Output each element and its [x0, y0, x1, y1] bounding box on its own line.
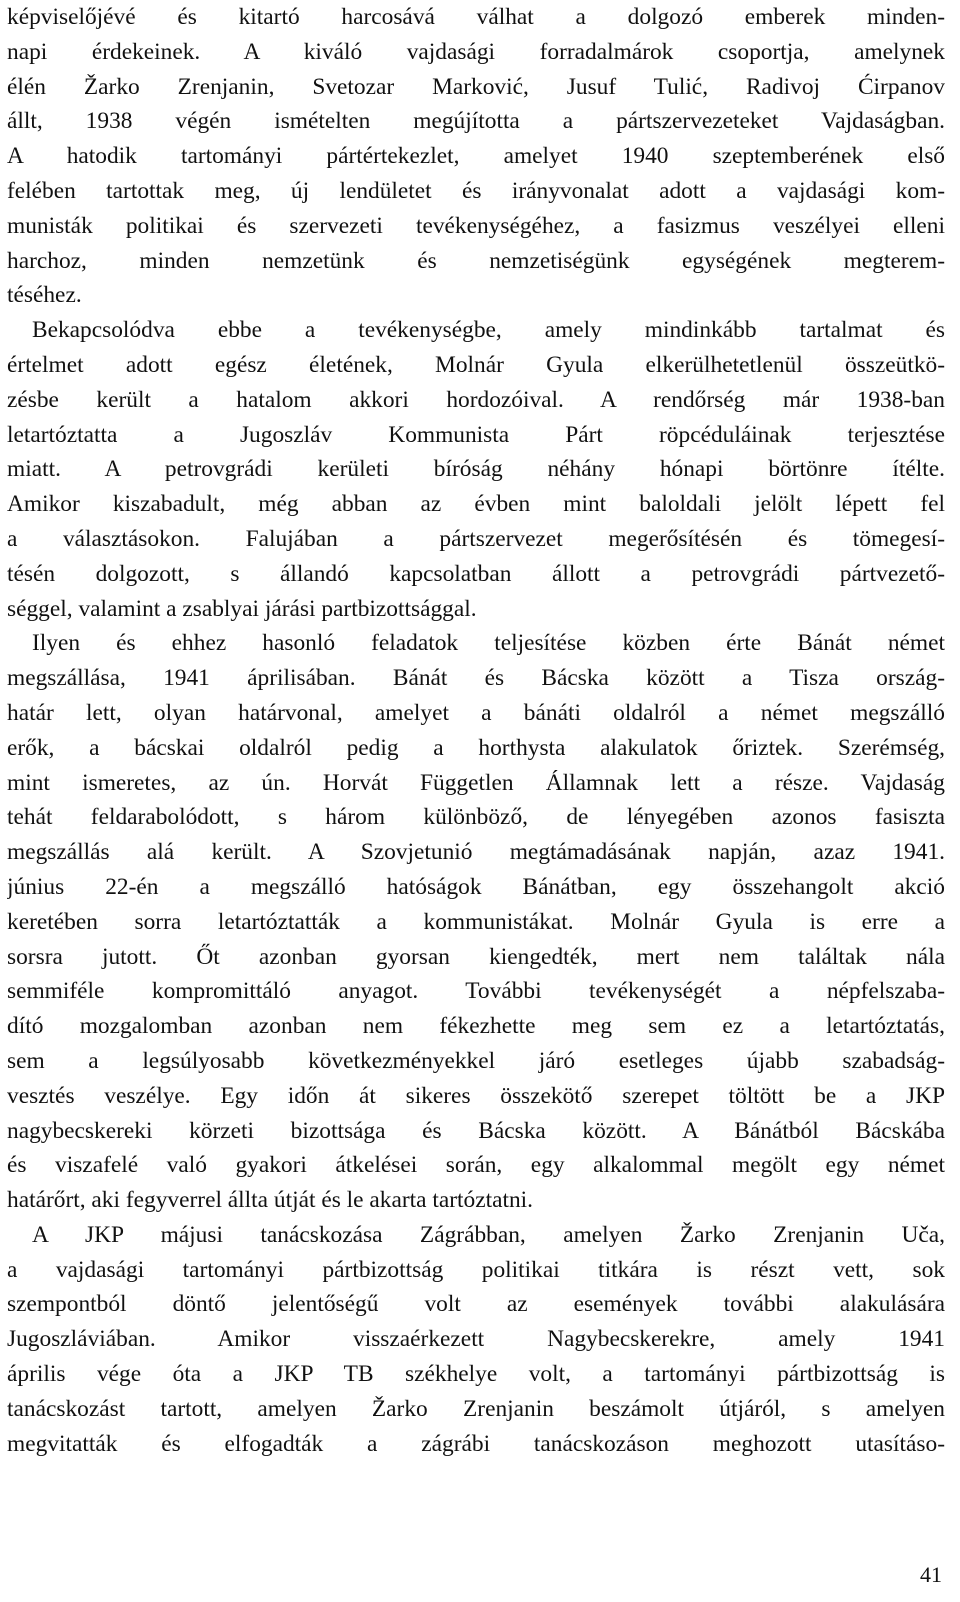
text-line: A JKP májusi tanácskozása Zágrábban, amelyen Žarko Zrenjanin Uča, [32, 1221, 945, 1248]
text-line: téséhez. [7, 282, 82, 309]
text-line: A hatodik tartományi pártértekezlet, amelyet 1940 szeptemberének első [7, 143, 945, 170]
text-line: felében tartottak meg, új lendületet és irányvonalat adott a vajdasági kom- [7, 177, 945, 204]
text-line: határőrt, aki fegyverrel állta útját és le akarta tartóztatni. [7, 1187, 534, 1214]
text-line: mint ismeretes, az ún. Horvát Független Államnak lett a része. Vajdaság [7, 769, 945, 796]
text-line: tehát feldarabolódott, s három különböző, de lényegében azonos fasiszta [7, 804, 945, 831]
text-line: dító mozgalomban azonban nem fékezhette meg sem ez a letartóztatás, [7, 1013, 945, 1040]
document-page [7, 0, 945, 1461]
text-line: a vajdasági tartományi pártbizottság politikai titkára is részt vett, sok [7, 1256, 945, 1283]
text-line: letartóztatta a Jugoszláv Kommunista Párt röpcéduláinak terjesztése [7, 421, 945, 448]
text-line: szempontból döntő jelentőségű volt az események további alakulására [7, 1291, 945, 1318]
text-line: megszállása, 1941 áprilisában. Bánát és Bácska között a Tisza ország- [7, 665, 945, 692]
text-line: miatt. A petrovgrádi kerületi bíróság néhány hónapi börtönre ítélte. [7, 456, 945, 483]
text-line: Ilyen és ehhez hasonló feladatok teljesítése közben érte Bánát német [32, 630, 945, 657]
text-line: tanácskozást tartott, amelyen Žarko Zrenjanin beszámolt útjáról, s amelyen [7, 1395, 945, 1422]
text-line: határ lett, olyan határvonal, amelyet a bánáti oldalról a német megszálló [7, 699, 945, 726]
text-line: zésbe került a hatalom akkori hordozóival. A rendőrség már 1938-ban [7, 386, 945, 413]
text-line: a választásokon. Falujában a pártszervezet megerősítésén és tömegesí- [7, 525, 945, 552]
text-line: semmiféle kompromittáló anyagot. További tevékenységét a népfelszaba- [7, 978, 945, 1005]
text-line: napi érdekeinek. A kiváló vajdasági forradalmárok csoportja, amelynek [7, 38, 945, 65]
text-line: megvitatták és elfogadták a zágrábi tanácskozáson meghozott utasításo- [7, 1430, 945, 1457]
text-line: képviselőjévé és kitartó harcosává válhat a dolgozó emberek minden- [7, 4, 945, 30]
text-line: tésén dolgozott, s állandó kapcsolatban állott a petrovgrádi pártvezető- [7, 560, 945, 587]
text-line: és viszafelé való gyakori átkelései során, egy alkalommal megölt egy német [7, 1152, 945, 1179]
text-line: sorsra jutott. Őt azonban gyorsan kiengedték, mert nem találtak nála [7, 943, 945, 970]
text-line: értelmet adott egész életének, Molnár Gyula elkerülhetetlenül összeütkö- [7, 351, 945, 378]
text-line: vesztés veszélye. Egy időn át sikeres összekötő szerepet töltött be a JKP [7, 1082, 945, 1109]
text-line: Jugoszláviában. Amikor visszaérkezett Nagybecskerekre, amely 1941 [7, 1326, 945, 1353]
text-line: harchoz, minden nemzetünk és nemzetiségünk egységének megterem- [7, 247, 945, 274]
text-line: nagybecskereki körzeti bizottsága és Bácska között. A Bánátból Bácskába [7, 1117, 945, 1144]
text-line: Amikor kiszabadult, még abban az évben mint baloldali jelölt lépett fel [7, 491, 945, 518]
text-line: április vége óta a JKP TB székhelye volt, a tartományi pártbizottság is [7, 1361, 945, 1388]
text-line: munisták politikai és szervezeti tevékenységéhez, a fasizmus veszélyei elleni [7, 212, 945, 239]
text-line: élén Žarko Zrenjanin, Svetozar Marković, Jusuf Tulić, Radivoj Ćirpanov [7, 73, 945, 100]
page-number: 41 [920, 1562, 942, 1587]
text-line: erők, a bácskai oldalról pedig a horthysta alakulatok őriztek. Szerémség, [7, 734, 945, 761]
text-line: június 22-én a megszálló hatóságok Bánátban, egy összehangolt akció [7, 873, 945, 900]
text-line: megszállás alá került. A Szovjetunió megtámadásának napján, azaz 1941. [7, 839, 945, 866]
text-line: sem a legsúlyosabb következményekkel járó esetleges újabb szabadság- [7, 1047, 945, 1074]
text-line: séggel, valamint a zsablyai járási partbizottsággal. [7, 595, 477, 622]
text-line: Bekapcsolódva ebbe a tevékenységbe, amely mindinkább tartalmat és [32, 317, 945, 344]
text-line: keretében sorra letartóztatták a kommunistákat. Molnár Gyula is erre a [7, 908, 945, 935]
text-line: állt, 1938 végén ismételten megújította a pártszervezeteket Vajdaságban. [7, 108, 945, 135]
